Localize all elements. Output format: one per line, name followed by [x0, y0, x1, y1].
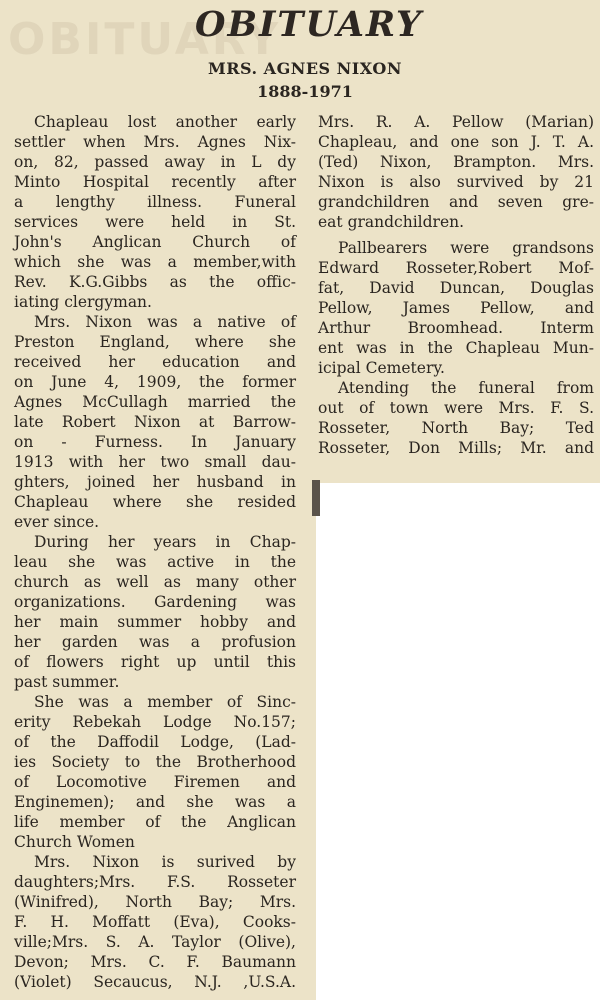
- text-line: Devon; Mrs. C. F. Baumann: [14, 953, 296, 971]
- text-line: of Locomotive Firemen and: [14, 773, 296, 791]
- text-line: Enginemen); and she was a: [14, 793, 296, 811]
- text-line: Pellow, James Pellow, and: [318, 299, 594, 317]
- deceased-name: MRS. AGNES NIXON: [208, 59, 402, 78]
- text-line: ever since.: [14, 513, 100, 531]
- text-line: of flowers right up until this: [14, 653, 296, 671]
- text-line: Chapleau, and one son J. T. A.: [318, 133, 594, 151]
- text-line: Church Women: [14, 833, 135, 851]
- text-line: daughters;Mrs. F.S. Rosseter: [14, 873, 296, 891]
- text-line: Pallbearers were grandsons: [338, 239, 594, 257]
- text-line: out of town were Mrs. F. S.: [318, 399, 594, 417]
- text-line: Rosseter, North Bay; Ted: [318, 419, 594, 437]
- text-line: Agnes McCullagh married the: [14, 393, 296, 411]
- text-line: eat grandchildren.: [318, 213, 465, 231]
- text-line: fat, David Duncan, Douglas: [318, 279, 594, 297]
- text-line: late Robert Nixon at Barrow-: [14, 413, 296, 431]
- text-line: Mrs. Nixon is surived by: [34, 853, 296, 871]
- text-line: life member of the Anglican: [14, 813, 296, 831]
- text-line: (Winifred), North Bay; Mrs.: [14, 893, 296, 911]
- text-line: grandchildren and seven gre-: [318, 193, 594, 211]
- text-line: which she was a member,with: [14, 253, 296, 271]
- text-line: Minto Hospital recently after: [14, 173, 296, 191]
- obituary-heading: OBITUARY: [194, 4, 424, 45]
- text-line: on - Furness. In January: [14, 433, 296, 451]
- text-line: church as well as many other: [14, 573, 296, 591]
- text-line: organizations. Gardening was: [14, 593, 296, 611]
- text-line: settler when Mrs. Agnes Nix-: [14, 133, 296, 151]
- text-line: ville;Mrs. S. A. Taylor (Olive),: [14, 933, 296, 951]
- text-line: received her education and: [14, 353, 296, 371]
- text-line: F. H. Moffatt (Eva), Cooks-: [14, 913, 296, 931]
- text-line: erity Rebekah Lodge No.157;: [14, 713, 296, 731]
- text-line: services were held in St.: [14, 213, 296, 231]
- text-line: on June 4, 1909, the former: [14, 373, 296, 391]
- clipping-edge-shadow: [312, 480, 320, 516]
- text-line: Edward Rosseter,Robert Mof-: [318, 259, 594, 277]
- text-line: ent was in the Chapleau Mun-: [318, 339, 594, 357]
- life-years: 1888-1971: [257, 82, 353, 101]
- text-line: (Violet) Secaucus, N.J. ,U.S.A.: [14, 973, 296, 991]
- text-line: icipal Cemetery.: [318, 359, 445, 377]
- text-line: Chapleau lost another early: [34, 113, 296, 131]
- text-line: She was a member of Sinc-: [34, 693, 296, 711]
- text-line: past summer.: [14, 673, 120, 691]
- text-line: iating clergyman.: [14, 293, 152, 311]
- text-line: Mrs. R. A. Pellow (Marian): [318, 113, 594, 131]
- text-line: Rosseter, Don Mills; Mr. and: [318, 439, 594, 457]
- text-line: of the Daffodil Lodge, (Lad-: [14, 733, 296, 751]
- text-line: ies Society to the Brotherhood: [14, 753, 296, 771]
- text-line: 1913 with her two small dau-: [14, 453, 296, 471]
- text-line: her garden was a profusion: [14, 633, 296, 651]
- text-line: During her years in Chap-: [34, 533, 296, 551]
- text-line: Nixon is also survived by 21: [318, 173, 594, 191]
- text-line: Chapleau where she resided: [14, 493, 296, 511]
- text-line: Rev. K.G.Gibbs as the offic-: [14, 273, 296, 291]
- text-line: John's Anglican Church of: [14, 233, 296, 251]
- text-line: Mrs. Nixon was a native of: [34, 313, 296, 331]
- text-line: Atending the funeral from: [338, 379, 594, 397]
- text-line: ghters, joined her husband in: [14, 473, 296, 491]
- bleed-through-text: OBITUARY: [8, 14, 282, 65]
- text-line: her main summer hobby and: [14, 613, 296, 631]
- text-line: (Ted) Nixon, Brampton. Mrs.: [318, 153, 594, 171]
- text-line: leau she was active in the: [14, 553, 296, 571]
- text-line: on, 82, passed away in L dy: [14, 153, 296, 171]
- text-line: Arthur Broomhead. Interm: [318, 319, 594, 337]
- text-line: Preston England, where she: [14, 333, 296, 351]
- text-line: a lengthy illness. Funeral: [14, 193, 296, 211]
